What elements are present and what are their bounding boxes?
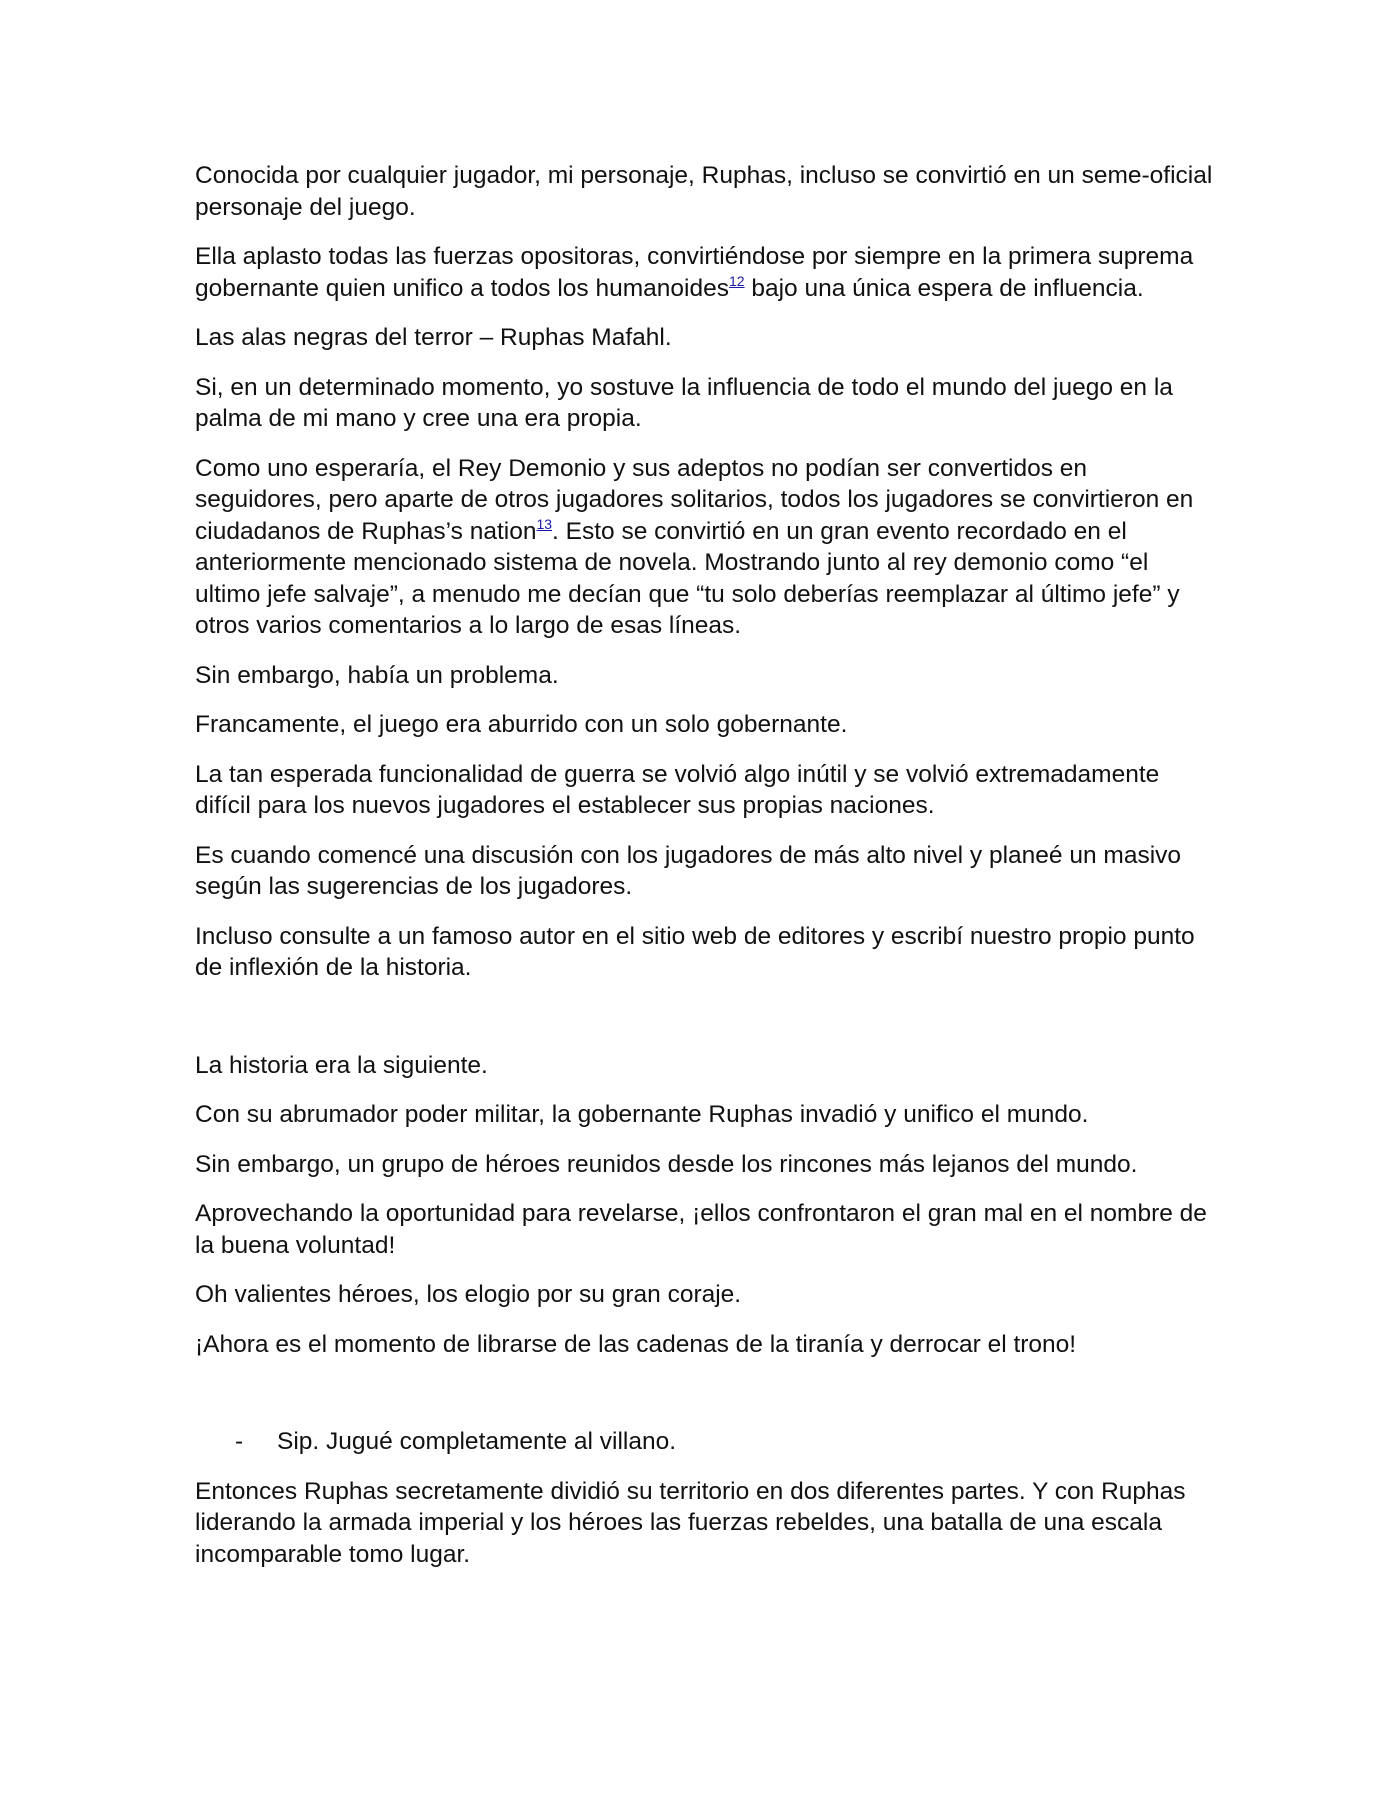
blank-line <box>195 1378 1215 1426</box>
paragraph: Si, en un determinado momento, yo sostuve la influencia de todo el mundo del juego en la palma de mi mano y cree una era propia. <box>195 373 1173 432</box>
dash-list-text: Sip. Jugué completamente al villano. <box>277 1428 677 1455</box>
paragraph-text: Como uno esperaría, el Rey Demonio y sus adeptos no podían ser convertidos en seguidores, pero aparte de otros jugadores solitarios, todos los jugadores se convirtieron en ciudadanos de Ruphas’s nation <box>195 454 1194 545</box>
paragraph: Aprovechando la oportunidad para revelarse, ¡ellos confrontaron el gran mal en el nombre de la buena voluntad! <box>195 1200 1207 1259</box>
paragraph <box>195 453 1215 642</box>
paragraph: Las alas negras del terror – Ruphas Mafahl. <box>195 324 672 351</box>
paragraph: ¡Ahora es el momento de librarse de las cadenas de la tiranía y derrocar el trono! <box>195 1330 1077 1358</box>
blank-line <box>195 1002 1215 1050</box>
paragraph: Entonces Ruphas secretamente dividió su territorio en dos diferentes partes. Y con Ruphas liderando la armada imperial y los héroes las fuerzas rebeldes, una batalla de una escala incomparable tomo lugar. <box>195 1477 1186 1568</box>
paragraph: Sin embargo, había un problema. <box>195 661 559 689</box>
paragraph: Sin embargo, un grupo de héroes reunidos desde los rincones más lejanos del mundo. <box>195 1150 1138 1178</box>
paragraph: Francamente, el juego era aburrido con un solo gobernante. <box>195 711 848 738</box>
footnote-link[interactable]: 13 <box>536 515 553 532</box>
paragraph: La historia era la siguiente. <box>195 1051 488 1079</box>
dash-list-item <box>195 1426 1215 1458</box>
paragraph: Conocida por cualquier jugador, mi personaje, Ruphas, incluso se convirtió en un seme-oficial personaje del juego. <box>195 162 1213 221</box>
paragraph-text: . Esto se convirtió en un gran evento recordado en el anteriormente mencionado sistema de novela. Mostrando junto al rey demonio como “el ultimo jefe salvaje”, a menudo me decían que “tu solo deberías reemplazar al último jefe” y otros varios comentarios a lo largo de esas líneas. <box>195 517 1180 639</box>
paragraph <box>195 241 1215 304</box>
dash-marker: - <box>235 1428 244 1455</box>
footnote-link[interactable]: 12 <box>728 272 745 289</box>
document-page <box>195 160 1215 1588</box>
paragraph: Es cuando comencé una discusión con los jugadores de más alto nivel y planeé un masivo según las sugerencias de los jugadores. <box>195 841 1182 900</box>
paragraph: Oh valientes héroes, los elogio por su gran coraje. <box>195 1281 742 1308</box>
paragraph-text: Ella aplasto todas las fuerzas opositoras, convirtiéndose por siempre en la primera suprema gobernante quien unifico a todos los humanoides <box>195 243 1194 302</box>
paragraph-text: bajo una única espera de influencia. <box>744 274 1144 302</box>
paragraph: Con su abrumador poder militar, la gobernante Ruphas invadió y unifico el mundo. <box>195 1101 1089 1128</box>
paragraph: La tan esperada funcionalidad de guerra se volvió algo inútil y se volvió extremadamente difícil para los nuevos jugadores el establecer sus propias naciones. <box>195 760 1160 819</box>
paragraph: Incluso consulte a un famoso autor en el sitio web de editores y escribí nuestro propio punto de inflexión de la historia. <box>195 922 1195 981</box>
